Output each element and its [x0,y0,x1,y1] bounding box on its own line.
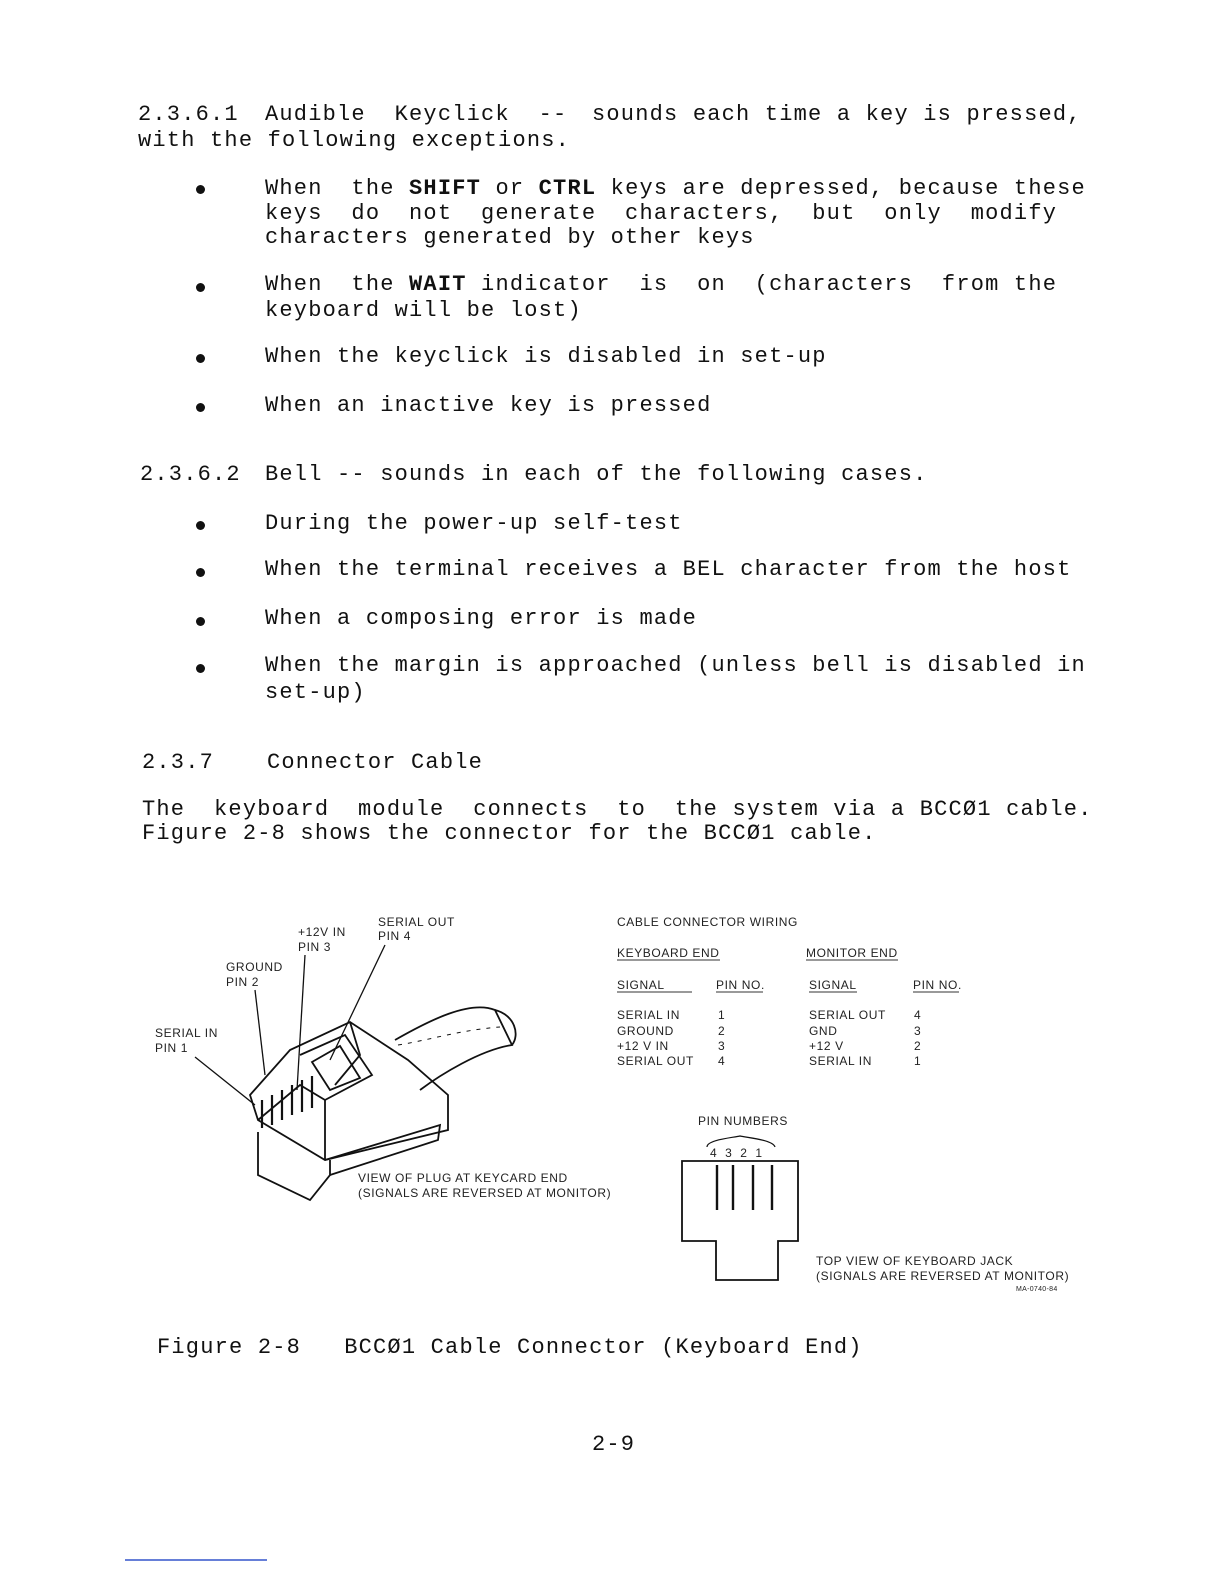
list-item: When a composing error is made [265,606,698,631]
section-title-237: Connector Cable [267,750,484,775]
table-cell: GND [809,1024,838,1038]
list-item-line: keys do not generate characters, but only modify [265,201,1058,226]
header-signal-monitor: SIGNAL [809,978,857,992]
paragraph-line: Figure 2-8 shows the connector for the BCCØ1 cable. [142,821,877,846]
section-title-rest-2361: sounds each time a key is pressed, [592,102,1082,127]
section-number-2361: 2.3.6.1 [138,102,239,127]
table-cell: +12 V IN [617,1039,669,1053]
table-cell: SERIAL OUT [809,1008,886,1022]
figure-caption: Figure 2-8 BCCØ1 Cable Connector (Keyboard End) [157,1335,863,1360]
label-pin4: PIN 4 [378,929,412,943]
label-pin-numbers: PIN NUMBERS [698,1114,788,1128]
table-cell: GROUND [617,1024,674,1038]
paragraph-line: The keyboard module connects to the system via a BCCØ1 cable. [142,797,1093,822]
table-cell: +12 V [809,1039,844,1053]
list-item: When the keyclick is disabled in set-up [265,344,827,369]
list-item-line: keyboard will be lost) [265,298,582,323]
table-cell: 1 [718,1008,726,1022]
header-monitor-end: MONITOR END [806,946,898,960]
table-cell: 4 [914,1008,922,1022]
table-cell: SERIAL IN [617,1008,680,1022]
label-ground: GROUND [226,960,283,974]
label-ma-number: MA-0740-84 [1016,1286,1058,1293]
label-pin-digits: 4 3 2 1 [710,1146,763,1160]
label-serial-out: SERIAL OUT [378,915,455,929]
section-title-2362: Bell -- sounds in each of the following cases. [265,462,928,487]
label-view-plug: VIEW OF PLUG AT KEYCARD END [358,1171,568,1185]
label-serial-in: SERIAL IN [155,1026,218,1040]
table-cell: SERIAL IN [809,1054,872,1068]
list-item-line: set-up) [265,680,366,705]
section-number-2362: 2.3.6.2 [140,462,241,487]
section-intro-line: with the following exceptions. [138,128,571,153]
list-item: During the power-up self-test [265,511,683,536]
list-item: When the SHIFT or CTRL keys are depressed, because these [265,176,1086,201]
table-cell: 3 [718,1039,726,1053]
table-cell: 3 [914,1024,922,1038]
label-pin3: PIN 3 [298,940,332,954]
label-12v-in: +12V IN [298,925,346,939]
table-cell: 2 [914,1039,922,1053]
list-item: When an inactive key is pressed [265,393,712,418]
page-number: 2-9 [592,1432,636,1457]
list-item: When the margin is approached (unless bell is disabled in [265,653,1086,678]
section-number-237: 2.3.7 [142,750,215,775]
wiring-title: CABLE CONNECTOR WIRING [617,915,798,929]
list-item: When the WAIT indicator is on (characters from the [265,272,1058,297]
section-title-2361: Audible Keyclick -- [265,102,568,127]
label-top-reversed: (SIGNALS ARE REVERSED AT MONITOR) [816,1269,1070,1283]
table-cell: 4 [718,1054,726,1068]
table-underlines [617,960,959,992]
header-pin-no-monitor: PIN NO. [913,978,962,992]
list-item-line: characters generated by other keys [265,225,755,250]
header-signal: SIGNAL [617,978,665,992]
label-pin1: PIN 1 [155,1041,189,1055]
label-view-reversed: (SIGNALS ARE REVERSED AT MONITOR) [358,1186,612,1200]
header-pin-no: PIN NO. [716,978,765,992]
label-pin2: PIN 2 [226,975,260,989]
header-keyboard-end: KEYBOARD END [617,946,720,960]
list-item: When the terminal receives a BEL character from the host [265,557,1072,582]
table-cell: 1 [914,1054,922,1068]
table-cell: 2 [718,1024,726,1038]
label-top-view: TOP VIEW OF KEYBOARD JACK [816,1254,1014,1268]
table-cell: SERIAL OUT [617,1054,694,1068]
